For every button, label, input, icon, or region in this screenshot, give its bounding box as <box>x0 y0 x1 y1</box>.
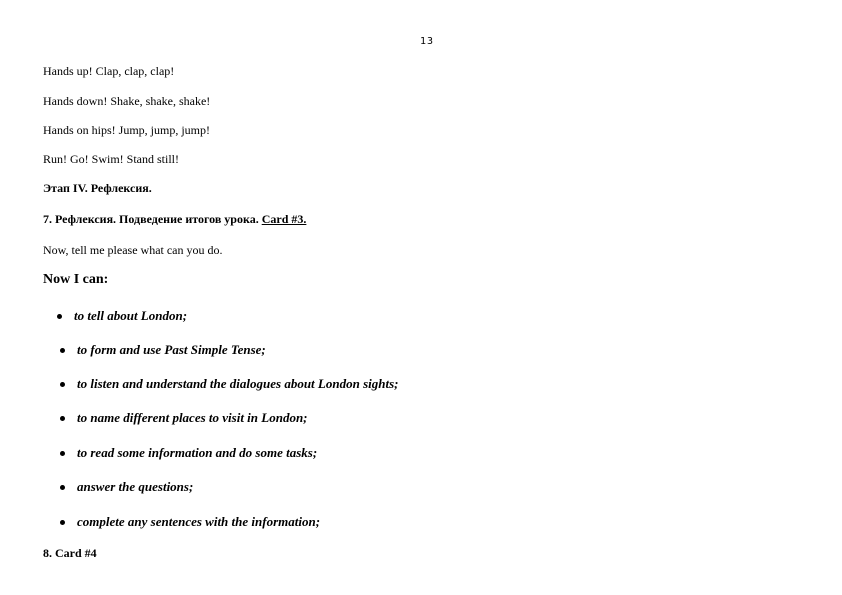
bullet-icon <box>60 348 65 353</box>
list-item-text: to name different places to visit in London; <box>77 410 308 425</box>
list-item <box>60 479 193 495</box>
bullet-icon <box>60 485 65 490</box>
list-item <box>60 410 308 426</box>
text-line: Hands down! Shake, shake, shake! <box>43 94 211 108</box>
prompt-text: Now, tell me please what can you do. <box>43 243 223 257</box>
list-item-text: to read some information and do some tasks; <box>77 445 318 460</box>
list-item-text: to form and use Past Simple Tense; <box>77 342 266 357</box>
text-line: Hands on hips! Jump, jump, jump! <box>43 123 210 137</box>
bullet-icon <box>60 451 65 456</box>
page-number: 13 <box>420 36 435 47</box>
section-8-heading: 8. Card #4 <box>43 546 97 560</box>
list-item <box>60 445 317 461</box>
list-item <box>57 308 187 324</box>
list-item-text: to listen and understand the dialogues about London sights; <box>77 376 399 391</box>
section-7-label: 7. Рефлексия. Подведение итогов урока. <box>43 212 259 226</box>
list-item <box>60 514 320 530</box>
section-7-card: Card #3. <box>261 212 307 226</box>
bullet-icon <box>60 416 65 421</box>
list-item-text: complete any sentences with the information; <box>77 514 321 529</box>
now-i-can-heading: Now I can: <box>43 272 109 287</box>
list-item-text: to tell about London; <box>74 308 188 323</box>
list-item <box>60 342 266 358</box>
text-line: Run! Go! Swim! Stand still! <box>43 152 180 166</box>
stage-heading: Этап IV. Рефлексия. <box>43 181 152 195</box>
text-line: Hands up! Clap, clap, clap! <box>43 64 175 78</box>
bullet-icon <box>57 314 62 319</box>
bullet-icon <box>60 520 65 525</box>
list-item-text: answer the questions; <box>77 479 194 494</box>
bullet-icon <box>60 382 65 387</box>
list-item <box>60 376 398 392</box>
section-7-heading <box>43 212 306 226</box>
